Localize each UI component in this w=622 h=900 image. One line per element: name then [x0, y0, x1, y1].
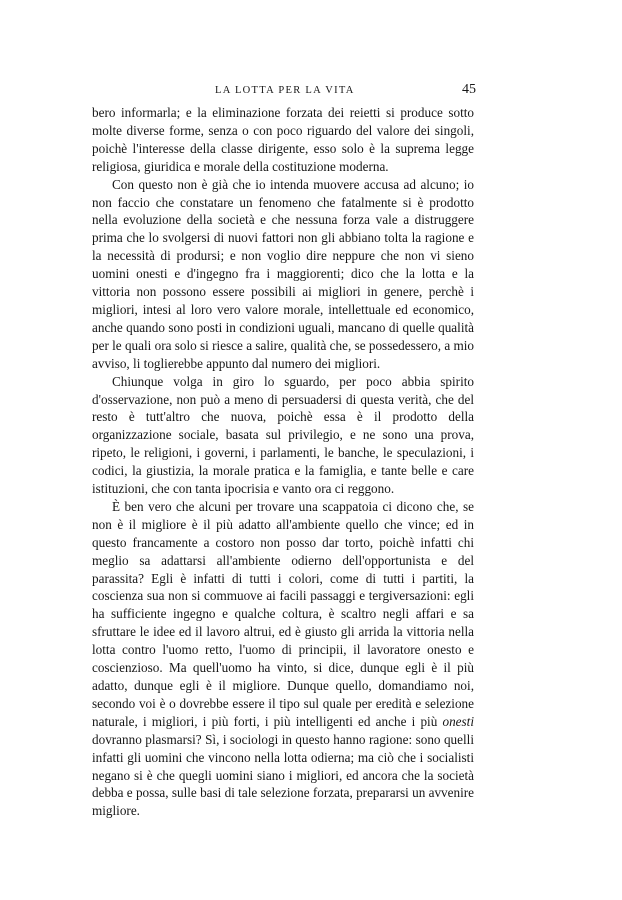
running-title: LA LOTTA PER LA VITA — [215, 85, 355, 96]
running-head — [90, 84, 476, 100]
paragraph-3: Chiunque volga in giro lo sguardo, per poco abbia spirito d'osservazione, non può a meno di persuadersi di questa verità, che del resto è tutt'altro che nuova, poichè essa è il prodotto della organizzazione sociale, basata sul privilegio, e ne sono una prova, ripeto, le religioni, i governi, i parlamenti, le banche, le speculazioni, i codici, la giustizia, la morale pratica e la famiglia, e tante belle e care istituzioni, che con tanta ipocrisia e vanto ora ci reggono. — [92, 373, 474, 497]
paragraph-1: bero informarla; e la eliminazione forzata dei reietti si produce sotto molte diverse forme, senza o con poco riguardo del valore dei singoli, poichè l'interesse della classe dirigente, esso solo è la suprema legge religiosa, giuridica e morale della costituzione moderna. — [92, 105, 474, 174]
paragraph-4 — [92, 498, 474, 820]
paragraph-4-text-a: È ben vero che alcuni per trovare una scappatoia ci dicono che, se non è il migliore è il più adatto all'ambiente quello che vince; ed in questo francamente a costoro non posso dar torto, poichè infatti chi meglio sa adattarsi all'ambiente odierno dell'opportunista e del parassita? Egli è infatti di tutti i colori, come di tutti i partiti, la coscienza sua non si commuove ai facili passaggi e tergiversazioni: egli ha sufficiente ingegno e qualche coltura, è scaltro negli affari e sa sfruttare le idee ed il lavoro altrui, ed è giusto gli arrida la vittoria nella lotta contro l'uomo retto, l'uomo di principii, il lavoratore onesto e coscienzioso. Ma quell'uomo ha vinto, si dice, dunque egli è il più adatto, dunque egli è il migliore. Dunque quello, domandiamo noi, secondo voi è o dovrebbe essere il tipo sul quale per eredità e selezione naturale, i migliori, i più forti, i più intelligenti ed anche i più — [92, 498, 474, 729]
body-text — [92, 104, 474, 820]
paragraph-4-italic: onesti — [442, 713, 474, 729]
page-number: 45 — [462, 82, 476, 97]
paragraph-2: Con questo non è già che io intenda muovere accusa ad alcuno; io non faccio che constatare un fenomeno che fatalmente si è prodotto nella evoluzione della società e che nessuna forza vale a distruggere prima che lo svolgersi di nuovi fattori non gli abbiano tolta la ragione e la necessità di prodursi; e non voglio dire neppure che non vi sieno uomini onesti e d'ingegno fra i maggiorenti; dico che la lotta e la vittoria non possono essere possibili ai migliori in genere, perchè i migliori, intesi al loro vero valore morale, intellettuale ed economico, anche quando sono posti in condizioni uguali, mancano di quelle qualità per le quali ora solo si riesce a salire, qualità che, se possedessero, a mio avviso, li toglierebbe appunto dal numero dei migliori. — [92, 176, 474, 371]
paragraph-4-text-b: dovranno plasmarsi? Sì, i sociologi in questo hanno ragione: sono quelli infatti gli uomini che vincono nella lotta odierna; ma ciò che i socialisti negano si è che quegli uomini siano i migliori, ed ancora che la società debba e possa, sulle basi di tale selezione forzata, prepararsi un avvenire migliore. — [92, 731, 474, 819]
